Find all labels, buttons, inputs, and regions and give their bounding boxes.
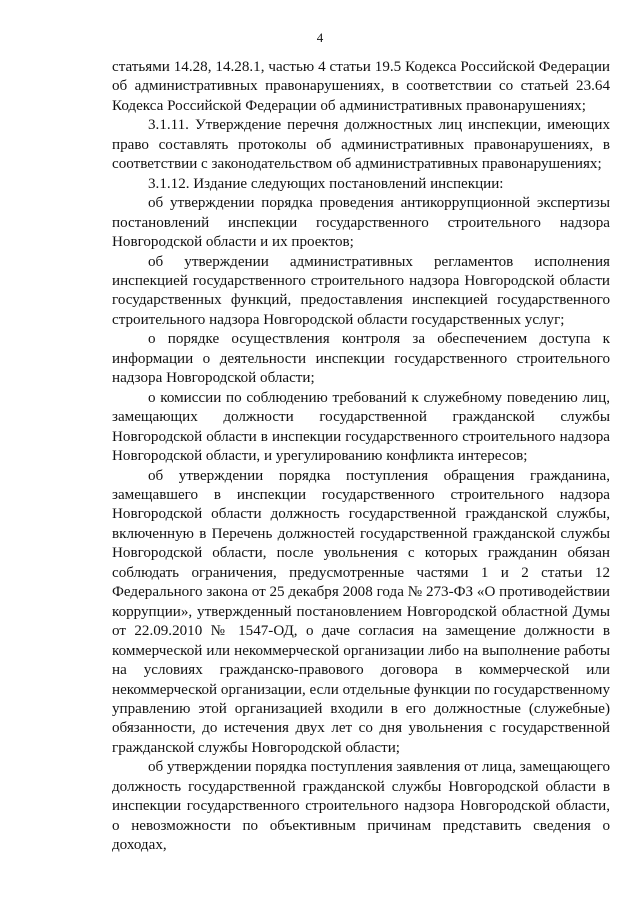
paragraph-continuation-article-references: статьями 14.28, 14.28.1, частью 4 статьи 19.5 Кодекса Российской Федерации об административных правонарушениях, в соответствии со статьей 23.64 Кодекса Российской Федерации об административных правонарушениях; — [112, 59, 610, 114]
paragraph-administrative-regulations: об утверждении административных регламентов исполнения инспекцией государственного строительного надзора Новгородской области государственных функций, предоставления инспекцией государственного строительного надзора Новгородской области государственных услуг; — [112, 253, 610, 328]
paragraph-former-employee-appeal: об утверждении порядка поступления обращения гражданина, замещавшего в инспекции государственного строительного надзора Новгородской области должность государственной гражданской службы, включенную в Перечень должностей государственной гражданской службы Новгородской области, после увольнения с которых гражданин обязан соблюдать ограничения, предусмотренные частями 1 и 2 статьи 12 Федерального закона от 25 декабря 2008 года № 273-ФЗ «О противодействии коррупции», утвержденный постановлением Новгородской областной Думы от 22.09.2010 № 1547-ОД, о даче согласия на замещение должности в коммерческой или некоммерческой организации либо на выполнение работы на условиях гражданско-правового договора в коммерческой или некоммерческой организации, если отдельные функции по государственному управлению этой организацией входили в его должностные (служебные) обязанности, до истечения двух лет со дня увольнения с государственной гражданской службы Новгородской области; — [112, 467, 610, 756]
page-number: 4 — [316, 30, 324, 45]
paragraph-3-1-12-resolutions-heading: 3.1.12. Издание следующих постановлений инспекции: — [148, 175, 504, 192]
paragraph-income-disclosure-application: об утверждении порядка поступления заявления от лица, замещающего должность государственной гражданской службы Новгородской области в инспекции государственного строительного надзора Новгородской области, о невозможности по объективным причинам представить сведения о доходах, — [112, 759, 610, 854]
paragraph-anticorruption-expertise: об утверждении порядка проведения антикоррупционной экспертизы постановлений инспекции государственного строительного надзора Новгородской области и их проектов; — [112, 195, 610, 251]
paragraph-conduct-commission: о комиссии по соблюдению требований к служебному поведению лиц, замещающих должности государственной гражданской службы Новгородской области в инспекции государственного строительного надзора Новгородской области, и урегулированию конфликта интересов; — [112, 389, 610, 465]
paragraph-3-1-11-officials-list: 3.1.11. Утверждение перечня должностных лиц инспекции, имеющих право составлять протоколы об административных правонарушениях, в соответствии с законодательством об административных правонарушениях; — [112, 117, 610, 173]
paragraph-information-access-control: о порядке осуществления контроля за обеспечением доступа к информации о деятельности инспекции государственного строительного надзора Новгородской области; — [112, 331, 610, 387]
document-body — [112, 58, 610, 856]
